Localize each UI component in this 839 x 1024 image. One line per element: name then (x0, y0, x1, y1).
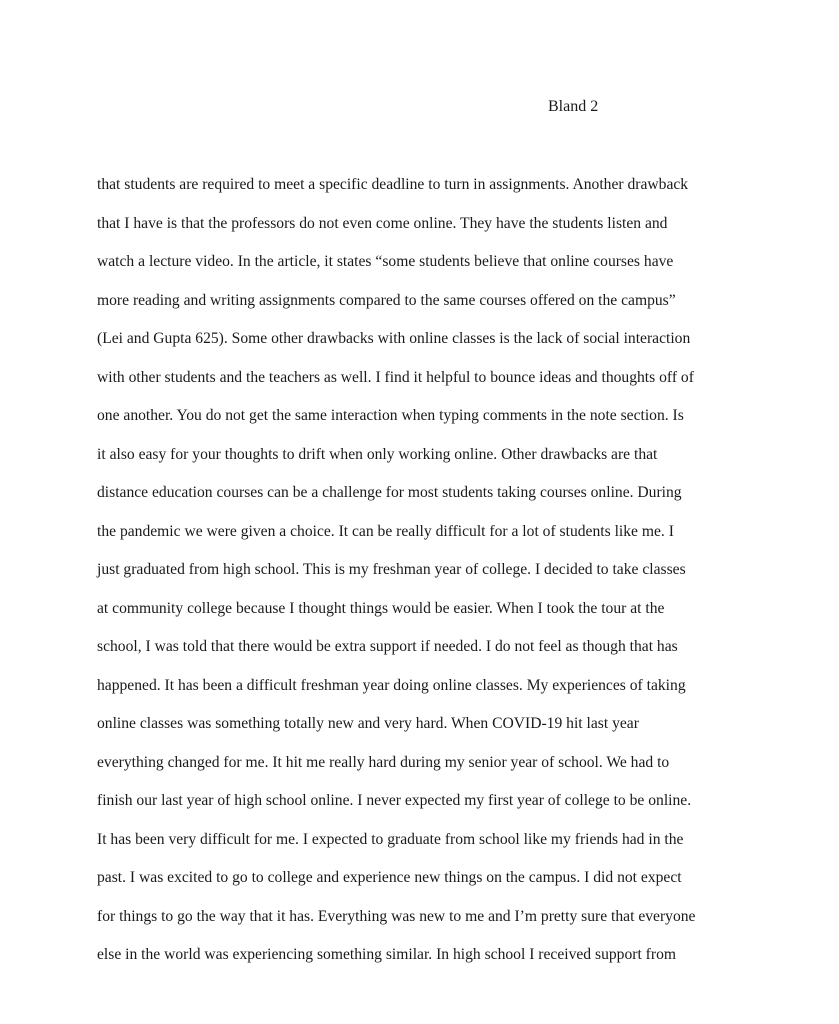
text-line: watch a lecture video. In the article, it states “some students believe that online courses have (97, 253, 674, 270)
text-line: finish our last year of high school online. I never expected my first year of college to be online. (97, 792, 692, 809)
text-line: happened. It has been a difficult freshman year doing online classes. My experiences of taking (97, 676, 686, 694)
running-head-page-number: Bland 2 (548, 98, 599, 115)
text-line: more reading and writing assignments compared to the same courses offered on the campus” (97, 291, 676, 309)
text-line: that students are required to meet a specific deadline to turn in assignments. Another drawback (97, 176, 689, 193)
text-line: past. I was excited to go to college and experience new things on the campus. I did not expect (97, 869, 682, 886)
text-line: school, I was told that there would be extra support if needed. I do not feel as though that has (97, 638, 678, 655)
text-line: It has been very difficult for me. I expected to graduate from school like my friends had in the (97, 830, 684, 848)
text-line: one another. You do not get the same interaction when typing comments in the note section. Is (97, 407, 684, 424)
text-line: the pandemic we were given a choice. It can be really difficult for a lot of students like me. I (97, 522, 674, 540)
text-line: else in the world was experiencing something similar. In high school I received support from (97, 946, 676, 963)
text-line: that I have is that the professors do not even come online. They have the students listen and (97, 214, 668, 232)
body-paragraph (97, 174, 757, 983)
text-line: with other students and the teachers as well. I find it helpful to bounce ideas and thoughts off of (97, 368, 694, 386)
text-line: for things to go the way that it has. Everything was new to me and I’m pretty sure that everyone (97, 907, 696, 925)
text-line: distance education courses can be a challenge for most students taking courses online. During (97, 484, 682, 501)
text-line: (Lei and Gupta 625). Some other drawbacks with online classes is the lack of social interaction (97, 330, 691, 347)
text-line: it also easy for your thoughts to drift when only working online. Other drawbacks are that (97, 445, 658, 463)
text-line: online classes was something totally new and very hard. When COVID-19 hit last year (97, 715, 639, 732)
text-line: everything changed for me. It hit me really hard during my senior year of school. We had to (97, 753, 670, 771)
text-line: at community college because I thought things would be easier. When I took the tour at the (97, 599, 665, 617)
text-line: just graduated from high school. This is my freshman year of college. I decided to take classes (97, 561, 686, 578)
